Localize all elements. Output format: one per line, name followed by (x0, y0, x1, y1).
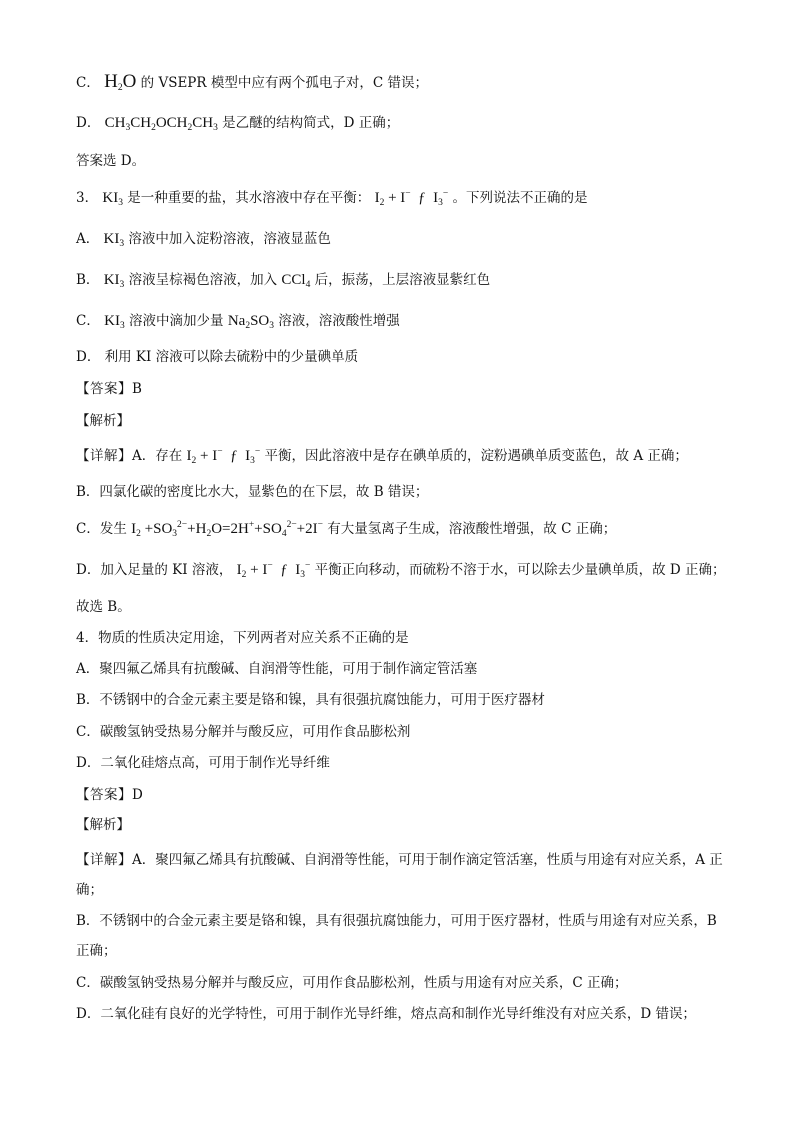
q3-stem: 3． $KI_3$ 是一种重要的盐，其水溶液中存在平衡： $I_2 + I^-$ ƒ $I_3^-$ 。下列说法不正确的是 (76, 189, 588, 208)
q4-option-c: C．碳酸氢钠受热易分解并与酸反应，可用作食品膨松剂 (76, 724, 411, 740)
q3-option-c: C． $KI_3$ 溶液中滴加少量 $Na_2SO_3$ 溶液，溶液酸性增强 (76, 313, 400, 331)
ki3-formula: $KI_3$ (102, 190, 123, 208)
q3-detail-b: B．四氯化碳的密度比水大，显紫色的在下层，故 B 错误； (76, 484, 429, 500)
q4-option-b: B．不锈钢中的合金元素主要是铬和镍，具有很强抗腐蚀能力，可用于医疗器材 (76, 692, 545, 708)
q4-stem: 4．物质的性质决定用途，下列两者对应关系不正确的是 (76, 630, 409, 646)
q4-analysis-tag: 【解析】 (76, 817, 130, 833)
q3-option-b: B． $KI_3$ 溶液呈棕褐色溶液，加入 CCl$_4$ 后，振荡，上层溶液显紫红色 (76, 272, 491, 290)
q4-option-a: A．聚四氟乙烯具有抗酸碱、自润滑等性能，可用于制作滴定管活塞 (76, 661, 478, 677)
q4-detail-b: B．不锈钢中的合金元素主要是铬和镍，具有很强抗腐蚀能力，可用于医疗器材，性质与用途有对应关系，B 正确； (76, 913, 717, 959)
q2-option-d: D． $CH_3CH_2OCH_2CH_3$ 是乙醚的结构简式，D 正确； (76, 115, 400, 133)
q3-detail-c: C．发生 $I_2 +SO_3^{2-}+H_2O=2H^++SO_4^{2-}+2I^-$ 有大量氢离子生成，溶液酸性增强，故 C 正确； (76, 520, 617, 539)
answer-value: D (132, 787, 143, 803)
ether-formula: $CH_3CH_2OCH_2CH_3$ (104, 115, 218, 133)
q3-conclusion: 故选 B。 (76, 599, 131, 615)
q3-detail-d: D．加入足量的 KI 溶液， $I_2 + I^-$ ƒ $I_3^-$ 平衡正向移动，而硫粉不溶于水，可以除去少量碘单质，故 D 正确； (76, 561, 726, 580)
water-formula: $H_2O$ (104, 71, 137, 93)
q4-detail-c: C．碳酸氢钠受热易分解并与酸反应，可用作食品膨松剂，性质与用途有对应关系，C 正确； (76, 975, 628, 991)
q2-option-c: C． $H_2O$ 的 VSEPR 模型中应有两个孤电子对，C 错误； (76, 71, 428, 93)
q3-option-a: A． $KI_3$ 溶液中加入淀粉溶液，溶液显蓝色 (76, 231, 331, 249)
redox-equation: $I_2 +SO_3^{2-}+H_2O=2H^++SO_4^{2-}+2I^-$ (131, 520, 323, 539)
equilibrium-equation: $I_2 + I^-$ ƒ $I_3^-$ (236, 561, 311, 580)
q4-option-d: D．二氧化硅熔点高，可用于制作光导纤维 (76, 755, 330, 771)
na2so3-formula: $Na_2SO_3$ (227, 313, 274, 331)
q3-answer (76, 379, 142, 399)
option-formula: $KI_3$ (103, 231, 125, 249)
q3-analysis-tag: 【解析】 (76, 413, 130, 429)
q4-detail-d: D．二氧化硅有良好的光学特性，可用于制作光导纤维，熔点高和制作光导纤维没有对应关系，D 错误； (76, 1006, 696, 1022)
q3-detail-a: 【详解】A．存在 $I_2 + I^-$ ƒ $I_3^-$ 平衡，因此溶液中是存在碘单质的，淀粉遇碘单质变蓝色，故 A 正确； (76, 447, 688, 466)
ccl4-formula: CCl$_4$ (281, 272, 311, 290)
q4-detail-a: 【详解】A．聚四氟乙烯具有抗酸碱、自润滑等性能，可用于制作滴定管活塞，性质与用途有对应关系，A 正确； (76, 852, 723, 898)
answer-tag: 【答案】 (76, 787, 132, 803)
q2-answer: 答案选 D。 (76, 153, 146, 169)
answer-tag: 【答案】 (76, 381, 132, 397)
equilibrium-equation: $I_2 + I^-$ ƒ $I_3^-$ (374, 189, 449, 208)
option-formula: $KI_3$ (104, 313, 125, 331)
q4-answer (76, 785, 143, 805)
q3-option-d: D． 利用 KI 溶液可以除去硫粉中的少量碘单质 (76, 349, 359, 365)
option-formula: $KI_3$ (103, 272, 125, 290)
equilibrium-equation: $I_2 + I^-$ ƒ $I_3^-$ (186, 447, 261, 466)
answer-value: B (132, 381, 142, 397)
